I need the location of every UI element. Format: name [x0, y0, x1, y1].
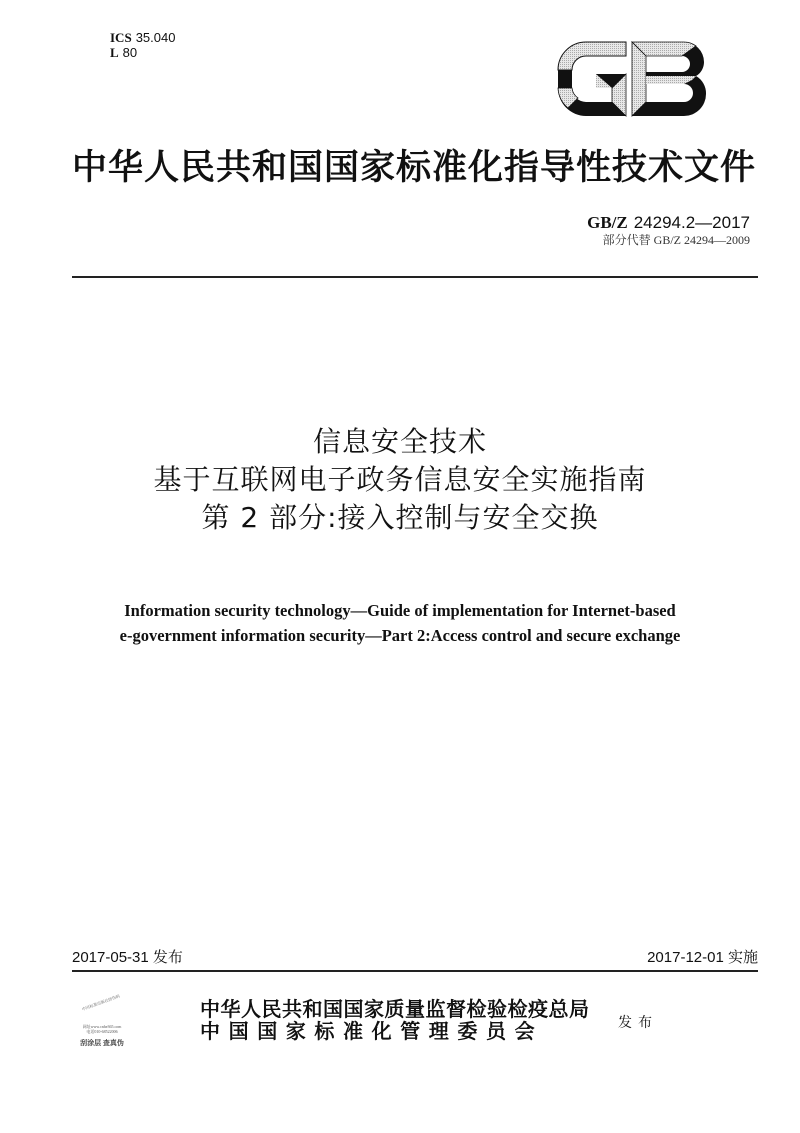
title-line-3: 第 2 部分:接入控制与安全交换 — [201, 501, 599, 534]
standard-prefix: GB/Z — [587, 213, 628, 232]
ccs-value: 80 — [122, 45, 138, 60]
seal-phone: 电话010-68522006 — [86, 1029, 118, 1034]
standard-number — [587, 213, 750, 233]
issue-date: 2017-05-31 发布 — [72, 949, 183, 966]
ccs-code — [110, 45, 175, 60]
issuing-organizations — [200, 998, 590, 1042]
chinese-title — [0, 423, 800, 537]
classification-codes — [110, 30, 175, 60]
title-line-1: 信息安全技术 — [312, 425, 487, 458]
bottom-divider — [72, 970, 758, 972]
document-type-heading: 中华人民共和国国家标准化指导性技术文件 — [72, 147, 757, 188]
ics-value: 35.040 — [135, 30, 176, 45]
replaces-note: 部分代替 GB/Z 24294—2009 — [602, 233, 750, 247]
seal-website: 网址www.cnhe365.com — [82, 1024, 122, 1029]
seal-scratch-label: 刮涂层 查真伪 — [80, 1039, 124, 1047]
top-divider — [72, 276, 758, 278]
ics-label: ICS — [110, 30, 132, 45]
english-title — [0, 598, 800, 648]
issuer-aqsiq: 中华人民共和国国家质量监督检验检疫总局 — [200, 997, 590, 1021]
seal-arc-text: 中国标准出版社防伪码 — [81, 993, 121, 1012]
issuer-sac: 中国国家标准化管理委员会 — [200, 1019, 544, 1043]
standard-code: 24294.2—2017 — [633, 213, 750, 232]
publish-label: 发布 — [618, 1015, 658, 1031]
gb-standard-logo-icon — [556, 40, 708, 118]
english-title-line-1: Information security technology—Guide of implementation for Internet-based — [124, 601, 676, 620]
title-line-2: 基于互联网电子政务信息安全实施指南 — [153, 463, 647, 496]
seal-contact — [78, 1024, 126, 1034]
english-title-line-2: e-government information security—Part 2:Access control and secure exchange — [119, 626, 681, 645]
ccs-label: L — [110, 45, 119, 60]
ics-code — [110, 30, 175, 45]
standard-number-block — [587, 213, 750, 247]
implementation-date: 2017-12-01 实施 — [647, 949, 758, 966]
anti-counterfeit-seal-icon — [68, 993, 134, 1062]
